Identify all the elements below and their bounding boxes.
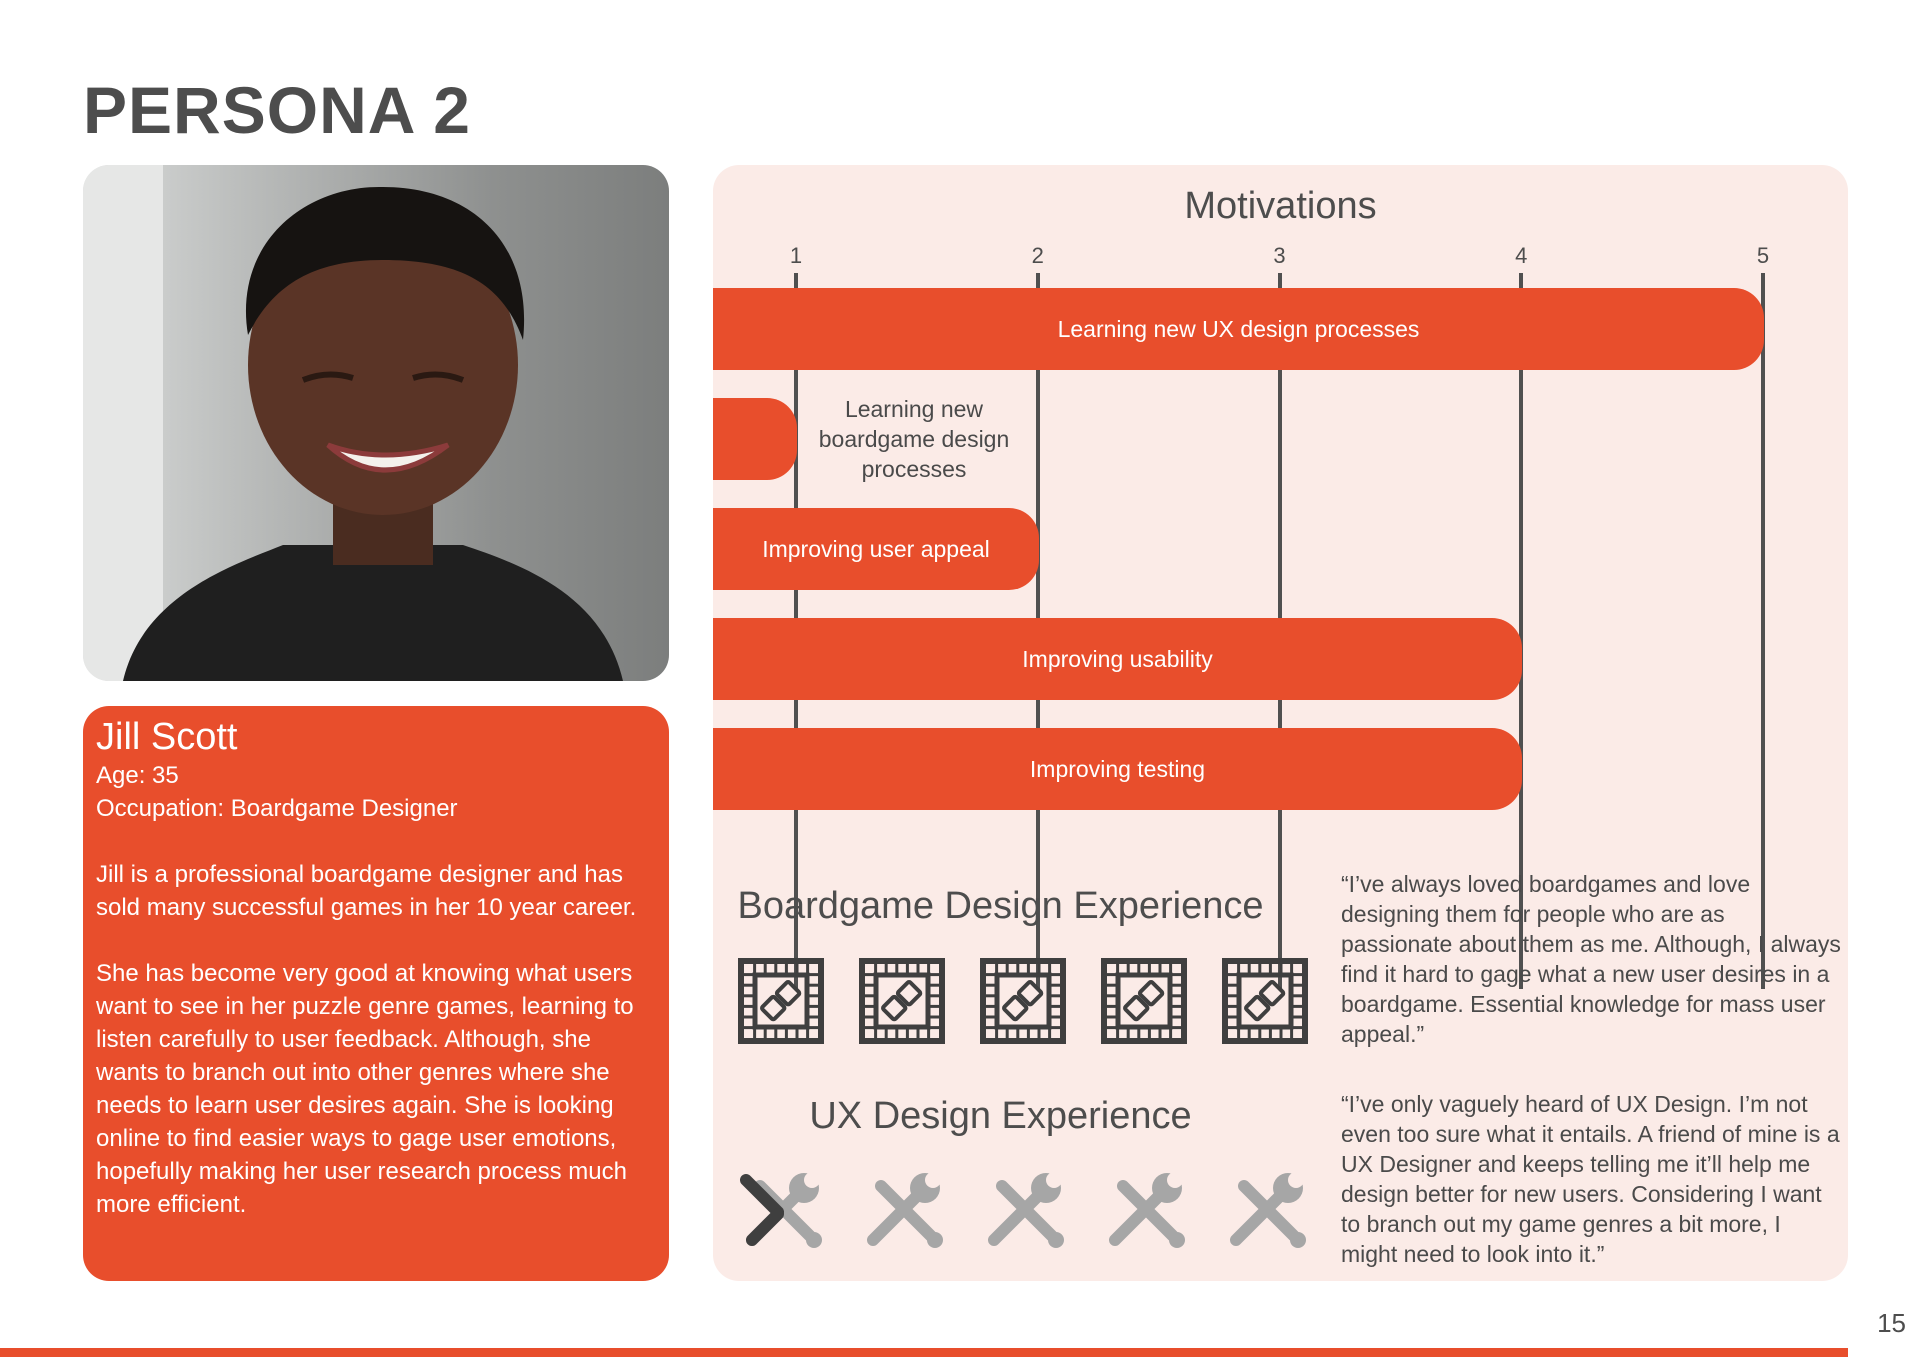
tick-label: 2 [1031, 243, 1044, 268]
board-icon [1101, 958, 1187, 1044]
tools-icon [1101, 1168, 1187, 1254]
tick-label: 3 [1273, 243, 1286, 268]
motivation-bar [713, 618, 1522, 700]
motivation-bar [713, 728, 1522, 810]
boardgame-experience-title: Boardgame Design Experience [737, 885, 1264, 927]
bar-label: Learning new boardgame design processes [818, 396, 1010, 482]
bar-label: Improving user appeal [762, 535, 990, 562]
tick-label: 1 [789, 243, 803, 268]
board-icon [1222, 958, 1308, 1044]
persona-age: Age: 35 [96, 762, 179, 789]
persona-bio-2: She has become very good at knowing what users want to see in her puzzle genre games, learning to listen carefully to user feedback. Although, she wants to branch out into other genres where she needs to learn user desires again. She is looking online to find easier ways to gage user emotions, hopefully making her user research process much more efficient. [96, 960, 634, 1218]
ux-experience-title: UX Design Experience [809, 1095, 1192, 1137]
tick-label: 5 [1756, 243, 1770, 268]
board-icon [980, 958, 1066, 1044]
chart-title: Motivations [1184, 185, 1377, 227]
persona-photo [83, 165, 669, 681]
persona-bio-1: Jill is a professional boardgame designer and has sold many successful games in her 10 year career. [96, 861, 637, 921]
persona-occupation: Occupation: Boardgame Designer [96, 795, 458, 822]
page-number: 15 [1877, 1308, 1906, 1338]
tools-icon [980, 1168, 1066, 1254]
motivations-panel [713, 165, 1848, 1281]
bar-label: Improving testing [1029, 755, 1206, 782]
motivation-bar [713, 508, 1039, 590]
tools-icon [738, 1168, 824, 1254]
motivation-bar [713, 398, 797, 480]
persona-card [83, 706, 669, 1281]
quote-ux-design: “I’ve only vaguely heard of UX Design. I’m not even too sure what it entails. A friend of mine is a UX Designer and keeps telling me it’ll help me design better for new users. Considering I want to branch out my game genres a bit more, I might need to look into it.” [1341, 1091, 1840, 1267]
bar-label-outside [809, 394, 1019, 484]
tick-label: 4 [1515, 243, 1528, 268]
board-icon [859, 958, 945, 1044]
bar-label: Learning new UX design processes [1057, 315, 1420, 342]
quote-boardgames: “I’ve always loved boardgames and love designing them for people who are as passionate about them as me. Although, I always find it hard to gage what a new user desires in a boardgame. Essential knowledge for mass user appeal.” [1341, 871, 1841, 1047]
tools-icon [1222, 1168, 1308, 1254]
tools-icon [859, 1168, 945, 1254]
board-icon [738, 958, 824, 1044]
bottom-rule [0, 1348, 1848, 1357]
page-title: PERSONA 2 [83, 73, 471, 147]
bar-label: Improving usability [1022, 645, 1213, 672]
motivation-bar [713, 288, 1764, 370]
persona-name: Jill Scott [96, 716, 238, 758]
portrait-illustration [83, 165, 669, 681]
